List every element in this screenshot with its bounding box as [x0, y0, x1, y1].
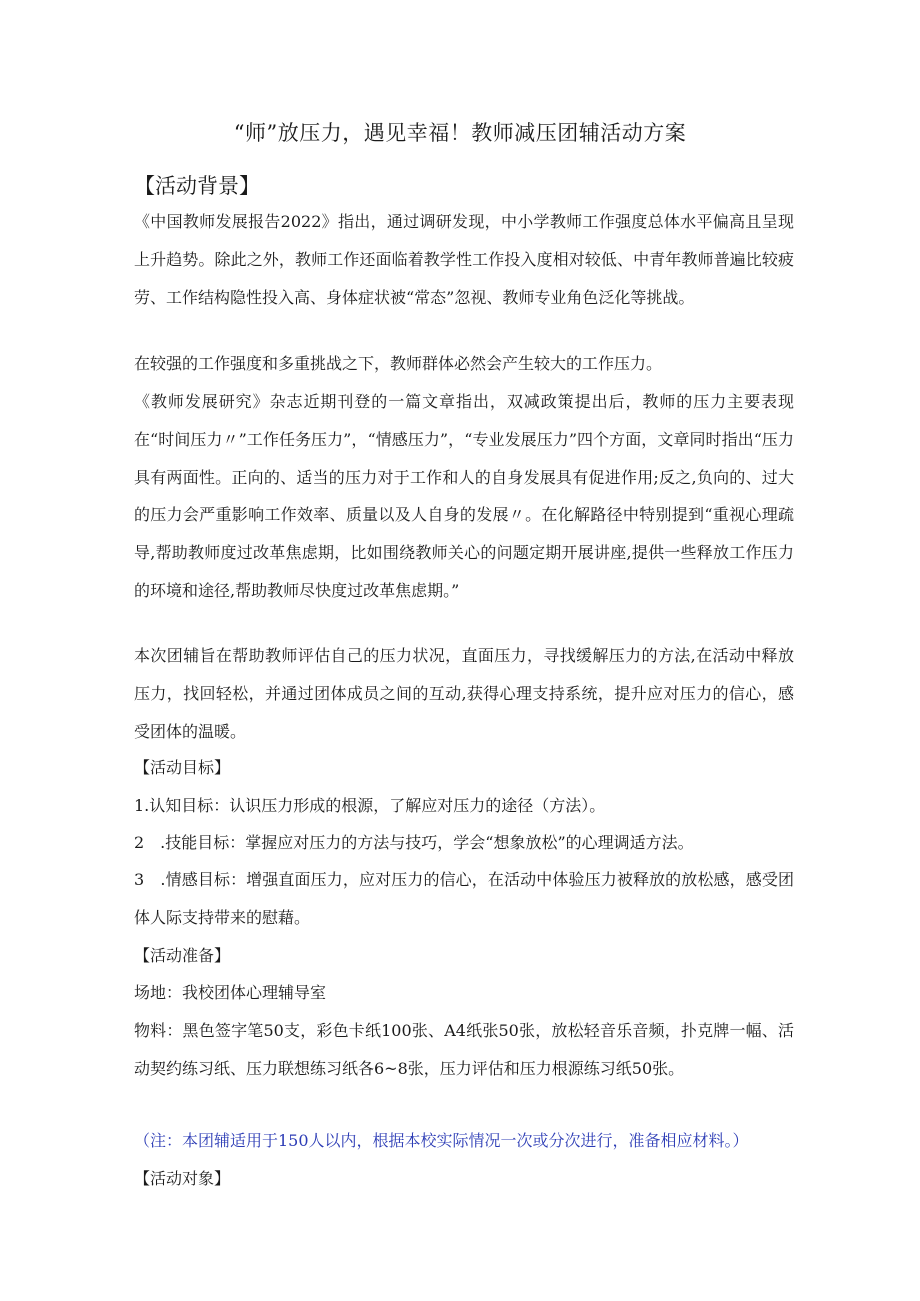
section-heading-goals: 【活动目标】 [134, 758, 231, 777]
prep-venue: 场地：我校团体心理辅导室 [134, 983, 327, 1002]
section-heading-target: 【活动对象】 [134, 1169, 231, 1188]
prep-materials: 物料：黑色签字笔50支，彩色卡纸100张、A4纸张50张，放松轻音乐音频，扑克牌一幅、活动契约练习纸、压力联想练习纸各6~8张，压力评估和压力根源练习纸50张。 [134, 1021, 794, 1078]
section-heading-background: 【活动背景】 [134, 174, 260, 198]
background-paragraph-3: 《教师发展研究》杂志近期刊登的一篇文章指出，双减政策提出后，教师的压力主要表现在“时间压力〃”工作任务压力”，“情感压力”，“专业发展压力”四个方面，文章同时指出“压力具有两面性。正向的、适当的压力对于工作和人的自身发展具有促进作用;反之,负向的、过大的压力会严重影响工作效率、质量以及人自身的发展〃。在化解路径中特别提到“重视心理疏导,帮助教师度过改革焦虑期，比如围绕教师关心的问题定期开展讲座,提供一些释放工作压力的环境和途径,帮助教师尽快度过改革焦虑期。” [134, 392, 794, 600]
goal-emotion: 3 .情感目标：增强直面压力，应对压力的信心，在活动中体验压力被释放的放松感，感受团体人际支持带来的慰藉。 [134, 870, 794, 927]
prep-note: （注：本团辅适用于150人以内，根据本校实际情况一次或分次进行，准备相应材料。） [134, 1131, 749, 1150]
goal-cognitive: 1.认知目标：认识压力形成的根源，了解应对压力的途径（方法）。 [134, 796, 606, 815]
document-title: “师”放压力，遇见幸福！教师减压团辅活动方案 [233, 121, 687, 145]
background-paragraph-2: 在较强的工作强度和多重挑战之下，教师群体必然会产生较大的工作压力。 [134, 354, 663, 373]
goal-skill: 2 .技能目标：掌握应对压力的方法与技巧，学会“想象放松”的心理调适方法。 [134, 833, 694, 852]
background-paragraph-4: 本次团辅旨在帮助教师评估自己的压力状况，直面压力，寻找缓解压力的方法,在活动中释放压力，找回轻松，并通过团体成员之间的互动,获得心理支持系统，提升应对压力的信心，感受团体的温暖。 [134, 646, 794, 741]
background-paragraph-1: 《中国教师发展报告2022》指出，通过调研发现，中小学教师工作强度总体水平偏高且呈现上升趋势。除此之外，教师工作还面临着教学性工作投入度相对较低、中青年教师普遍比较疲劳、工作结构隐性投入高、身体症状被“常态”忽视、教师专业角色泛化等挑战。 [134, 212, 794, 307]
section-heading-prep: 【活动准备】 [134, 946, 231, 965]
